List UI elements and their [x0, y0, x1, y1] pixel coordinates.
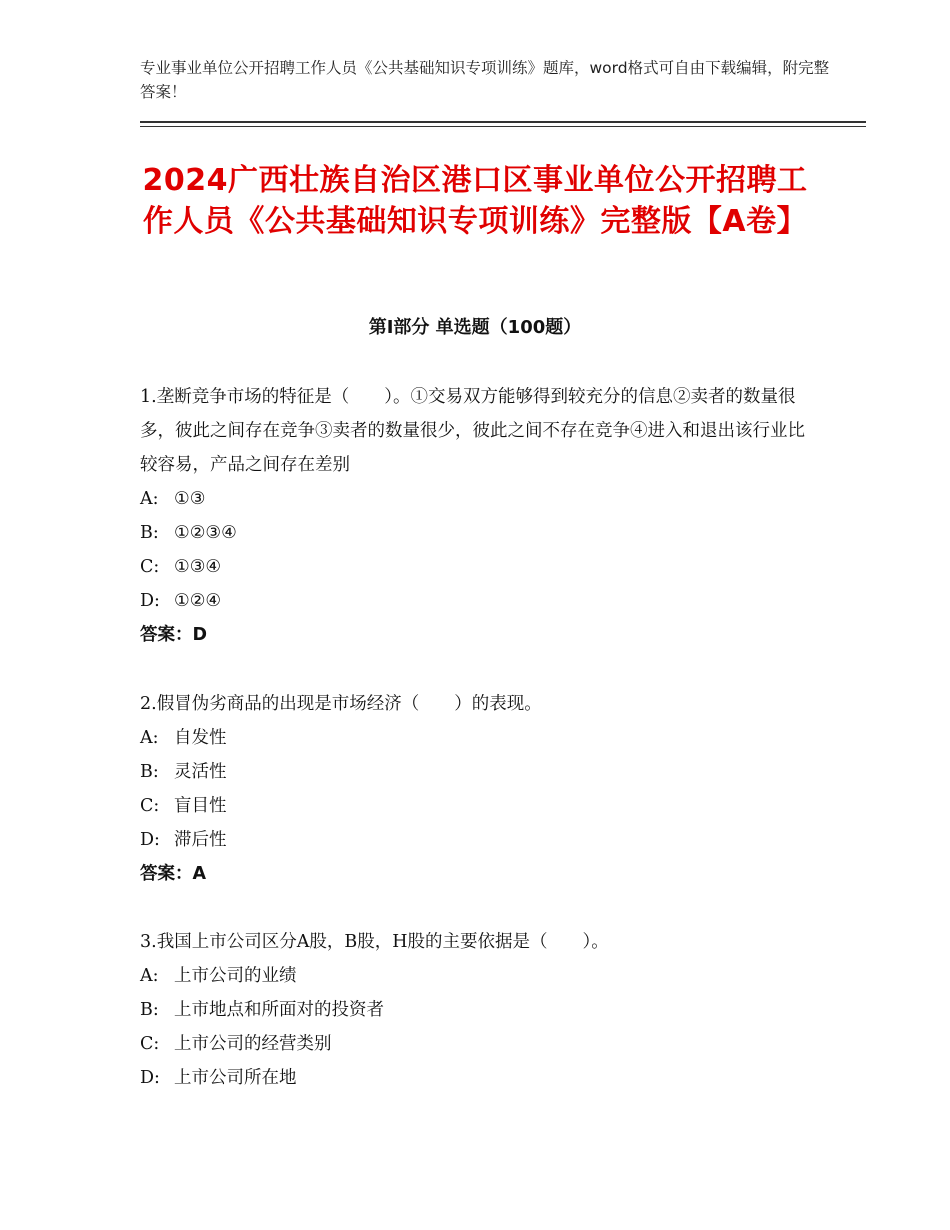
question-3: [140, 925, 820, 1095]
header-divider-thin: [140, 126, 866, 127]
option-letter: B:: [140, 762, 159, 782]
option-d: [140, 584, 820, 618]
question-1: [140, 380, 820, 652]
question-stem: 2.假冒伪劣商品的出现是市场经济（ ）的表现。: [140, 694, 542, 714]
option-b: [140, 516, 820, 550]
option-text: 盲目性: [174, 796, 227, 816]
option-letter: A:: [140, 966, 159, 986]
question-stem: 3.我国上市公司区分A股，B股，H股的主要依据是（ ）。: [140, 932, 609, 952]
option-letter: B:: [140, 1000, 159, 1020]
option-c: [140, 1027, 820, 1061]
option-d: [140, 823, 820, 857]
option-a: [140, 959, 820, 993]
answer-label: 答案：: [140, 864, 193, 884]
option-a: [140, 482, 820, 516]
section-heading: 第Ⅰ部分 单选题（100题）: [368, 317, 582, 338]
header-note: 专业事业单位公开招聘工作人员《公共基础知识专项训练》题库，word格式可自由下载编辑，附完整答案！: [140, 59, 830, 101]
option-text: 上市公司的经营类别: [174, 1034, 332, 1054]
option-b: [140, 755, 820, 789]
answer-value: A: [192, 864, 207, 884]
answer-line: [140, 618, 820, 652]
option-text: 上市地点和所面对的投资者: [174, 1000, 384, 1020]
question-stem: 1.垄断竞争市场的特征是（ ）。①交易双方能够得到较充分的信息②卖者的数量很多，彼此之间存在竞争③卖者的数量很少，彼此之间不存在竞争④进入和退出该行业比较容易，产品之间存在差别: [140, 387, 805, 475]
option-letter: D:: [140, 591, 160, 611]
option-text: 灵活性: [174, 762, 227, 782]
question-2: [140, 687, 820, 891]
answer-value: D: [192, 625, 208, 645]
option-c: [140, 550, 820, 584]
option-text: ①③: [174, 489, 206, 509]
option-b: [140, 993, 820, 1027]
option-d: [140, 1061, 820, 1095]
document-title: 2024广西壮族自治区港口区事业单位公开招聘工作人员《公共基础知识专项训练》完整版【A卷】: [142, 163, 808, 239]
option-letter: D:: [140, 1068, 160, 1088]
option-letter: C:: [140, 1034, 160, 1054]
option-text: ①③④: [174, 557, 222, 577]
option-a: [140, 721, 820, 755]
option-letter: C:: [140, 796, 160, 816]
option-letter: C:: [140, 557, 160, 577]
option-text: 上市公司的业绩: [174, 966, 297, 986]
answer-label: 答案：: [140, 625, 193, 645]
option-text: ①②④: [174, 591, 222, 611]
option-text: 上市公司所在地: [174, 1068, 297, 1088]
option-text: ①②③④: [174, 523, 237, 543]
option-letter: A:: [140, 728, 159, 748]
option-letter: D:: [140, 830, 160, 850]
option-text: 自发性: [174, 728, 227, 748]
option-letter: A:: [140, 489, 159, 509]
option-c: [140, 789, 820, 823]
option-text: 滞后性: [174, 830, 227, 850]
answer-line: [140, 857, 820, 891]
header-divider-thick: [140, 121, 866, 123]
option-letter: B:: [140, 523, 159, 543]
